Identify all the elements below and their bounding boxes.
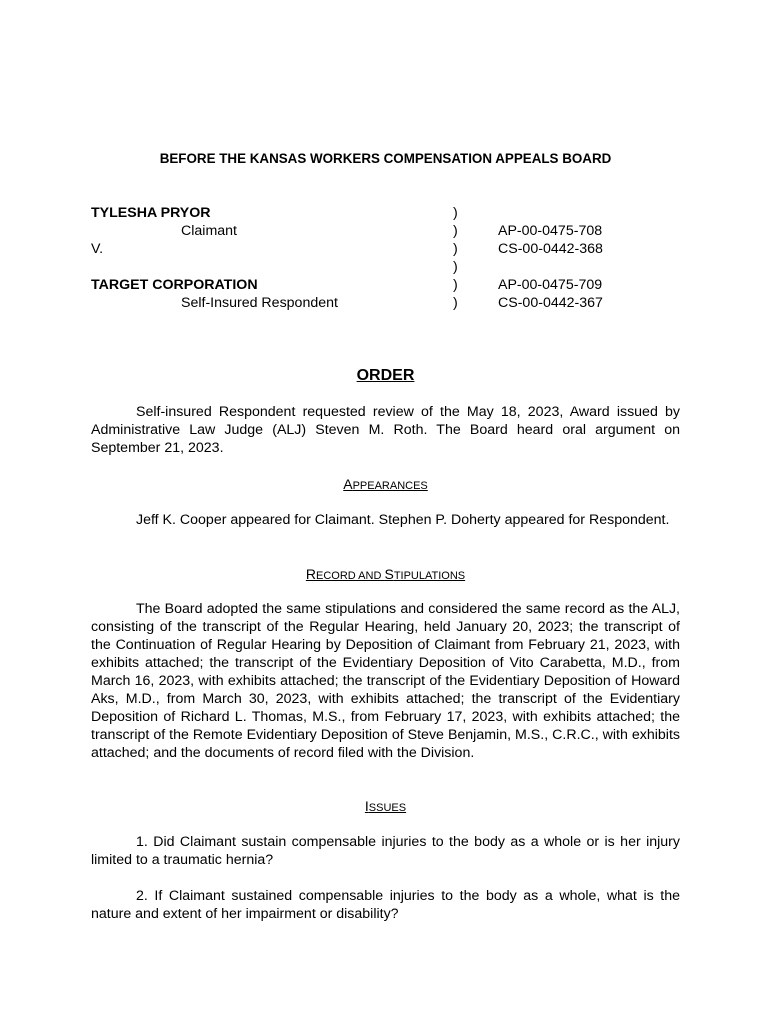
issue-1-paragraph [91, 833, 680, 869]
caption-paren-6: ) [453, 295, 458, 311]
docket-number-3: AP-00-0475-709 [498, 277, 603, 293]
caption-paren-2: ) [453, 223, 458, 239]
intro-paragraph [91, 403, 680, 457]
intro-text: Self-insured Respondent requested review of the May 18, 2023, Award issued by Administrative Law Judge (ALJ) Steven M. Roth. The Board heard oral argument on September 21, 2023. [91, 404, 680, 456]
docket-number-4: CS-00-0442-367 [498, 295, 603, 311]
issue-2-paragraph [91, 887, 680, 923]
docket-number-2: CS-00-0442-368 [498, 241, 603, 257]
caption-paren-1: ) [453, 205, 458, 221]
caption-paren-4: ) [453, 259, 458, 275]
issue-1-text: 1. Did Claimant sustain compensable injuries to the body as a whole or is her injury limited to a traumatic hernia? [91, 834, 680, 868]
appearances-text: Jeff K. Cooper appeared for Claimant. Stephen P. Doherty appeared for Respondent. [136, 512, 670, 528]
issues-heading: ISSUES [364, 798, 407, 814]
respondent-name: TARGET CORPORATION [91, 277, 258, 293]
caption-paren-5: ) [453, 277, 458, 293]
order-title: ORDER [356, 367, 415, 384]
case-caption [91, 204, 680, 314]
respondent-role: Self-Insured Respondent [181, 295, 338, 311]
record-paragraph [91, 600, 680, 762]
record-heading: RECORD AND STIPULATIONS [305, 566, 466, 582]
board-title: BEFORE THE KANSAS WORKERS COMPENSATION APPEALS BOARD [159, 151, 612, 166]
record-text: The Board adopted the same stipulations and considered the same record as the ALJ, consisting of the transcript of the Regular Hearing, held January 20, 2023; the transcript of the Continuation of Regular Hearing by Deposition of Claimant from February 21, 2023, with exhibits attached; the transcript of the Evidentiary Deposition of Vito Carabetta, M.D., from March 16, 2023, with exhibits attached; the transcript of the Evidentiary Deposition of Howard Aks, M.D., from March 30, 2023, with exhibits attached; the transcript of the Evidentiary Deposition of Richard L. Thomas, M.S., from February 17, 2023, with exhibits attached; the transcript of the Remote Evidentiary Deposition of Steve Benjamin, M.S., C.R.C., with exhibits attached; and the documents of record filed with the Division. [91, 601, 680, 761]
appearances-heading: APPEARANCES [343, 476, 428, 492]
claimant-role: Claimant [181, 223, 237, 239]
docket-number-1: AP-00-0475-708 [498, 223, 603, 239]
issue-2-text: 2. If Claimant sustained compensable injuries to the body as a whole, what is the nature and extent of her impairment or disability? [91, 888, 680, 922]
caption-paren-3: ) [453, 241, 458, 257]
versus-label: V. [91, 241, 104, 257]
claimant-name: TYLESHA PRYOR [91, 205, 211, 221]
appearances-paragraph [91, 511, 680, 529]
